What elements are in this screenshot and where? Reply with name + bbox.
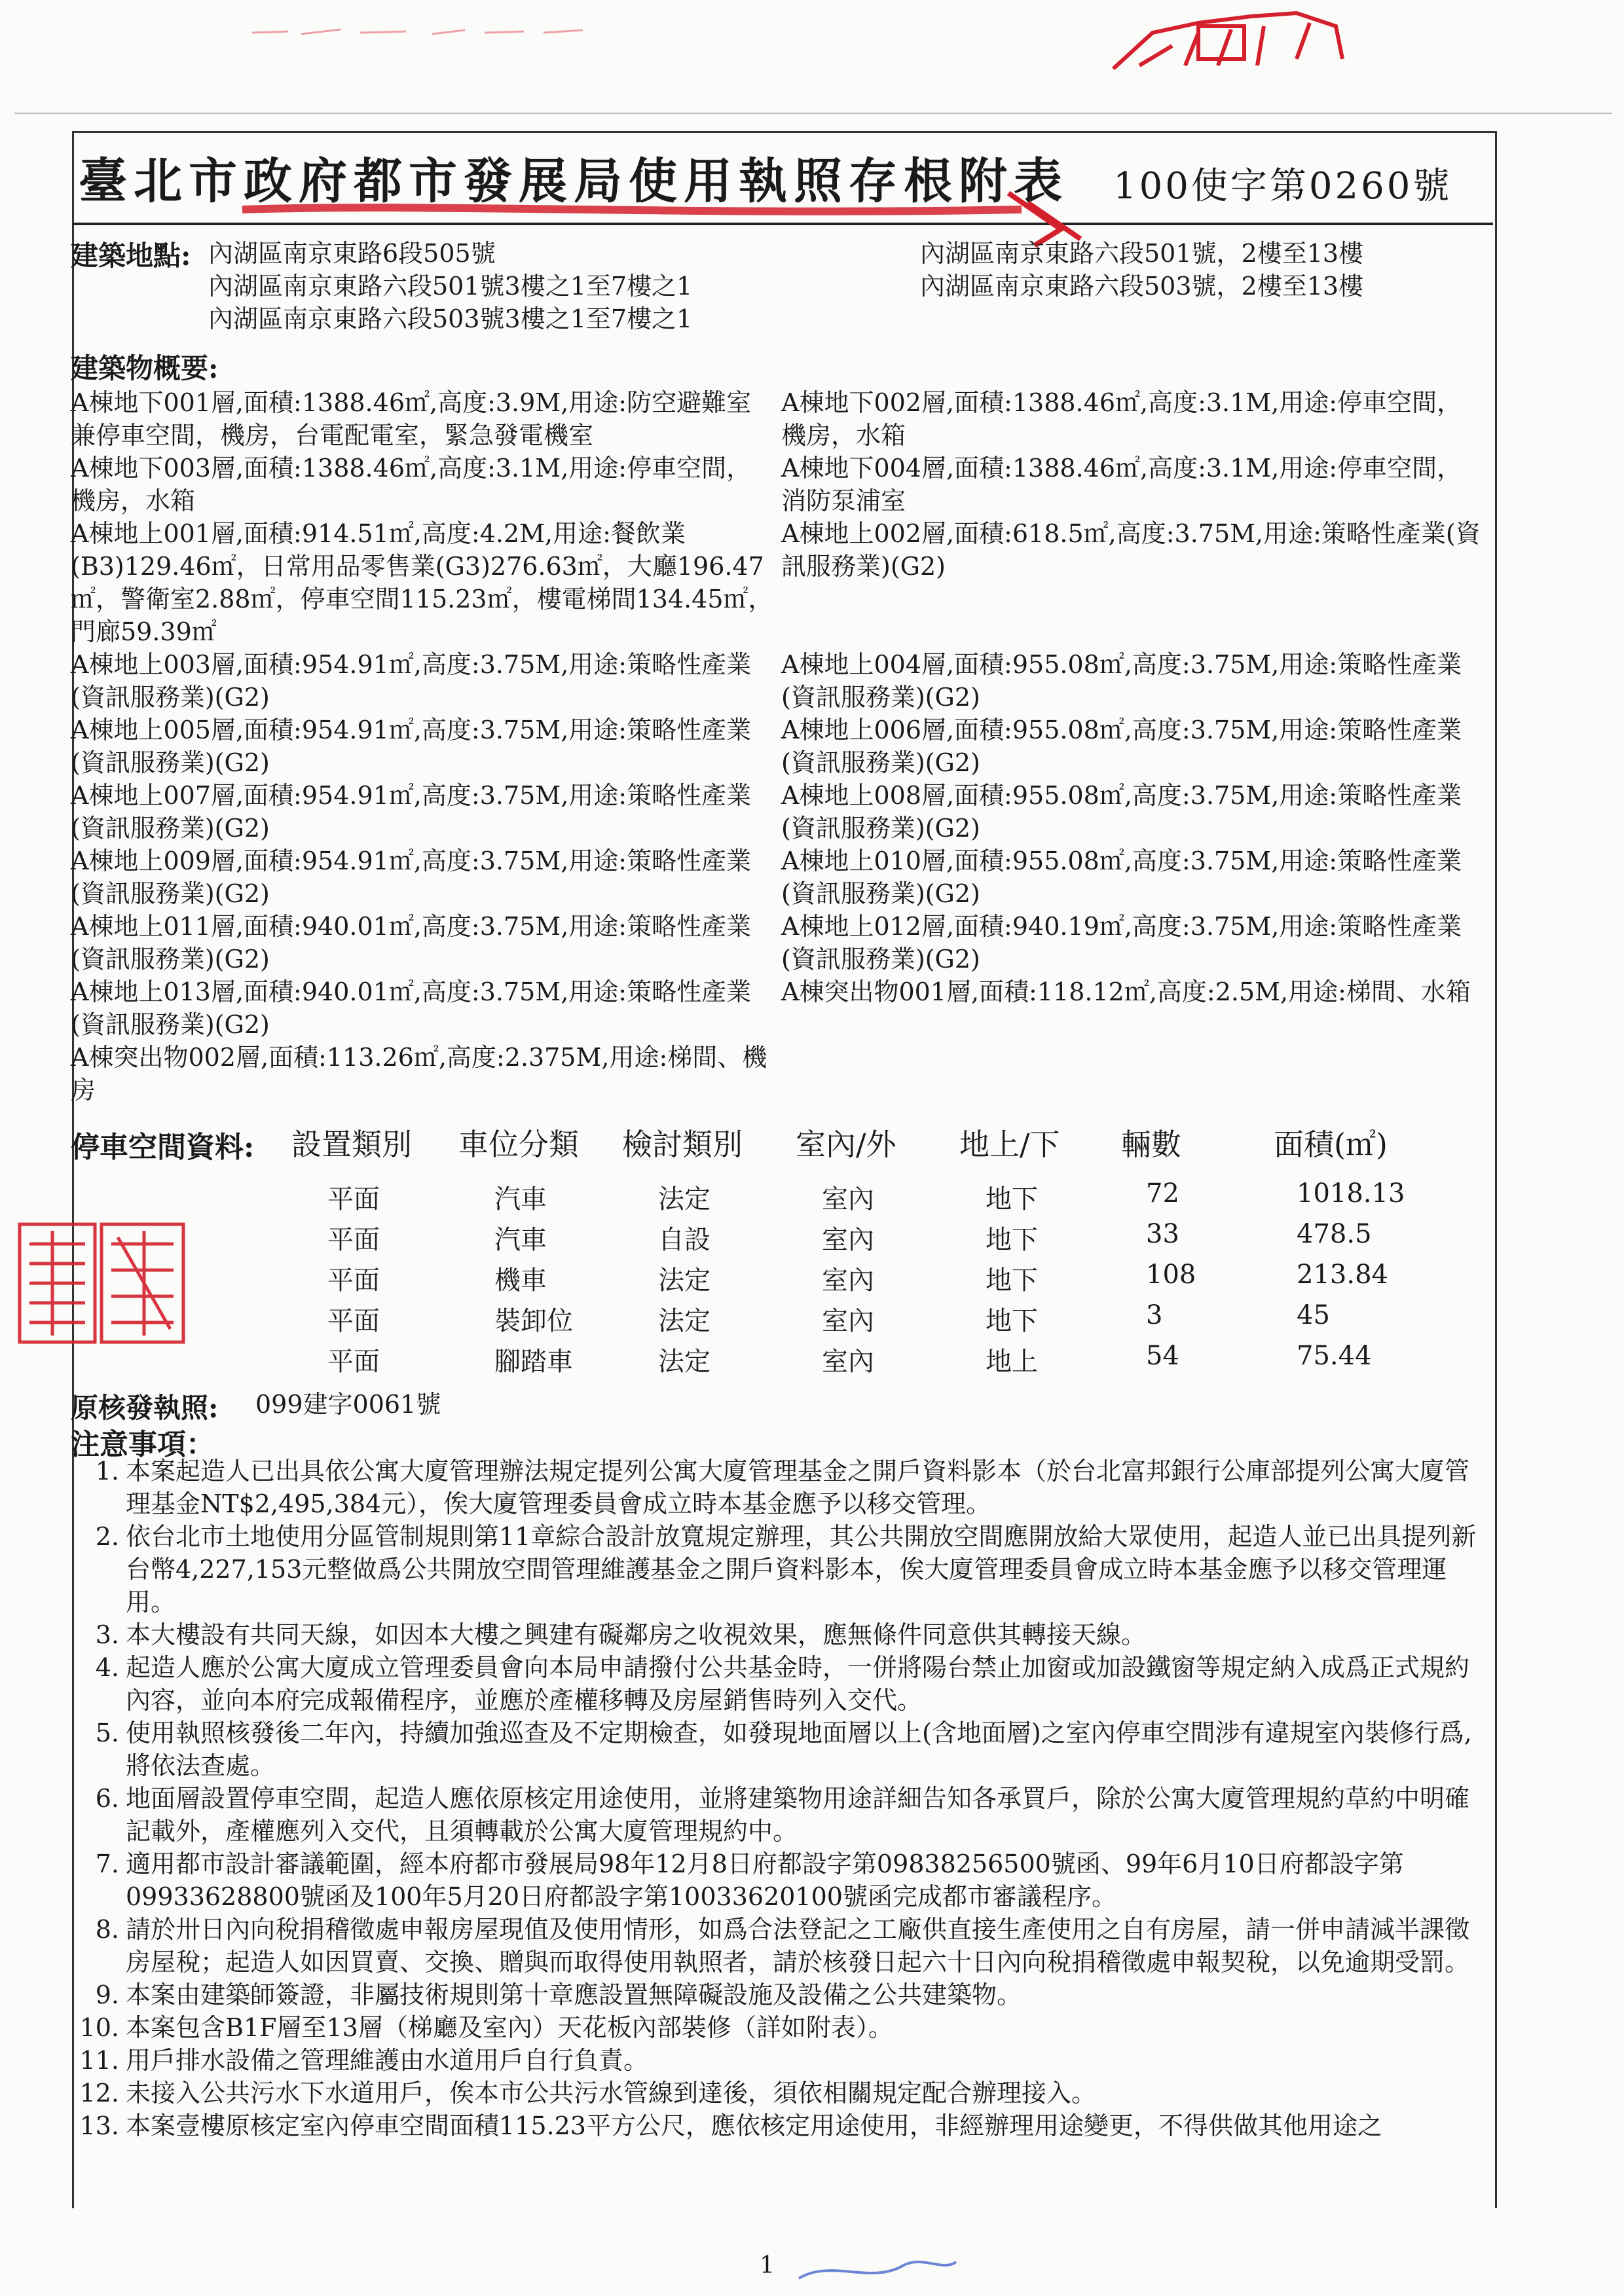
note-item bbox=[72, 2011, 1486, 2044]
parking-cell: 3 bbox=[1146, 1300, 1163, 1330]
note-number: 11. bbox=[79, 2046, 119, 2075]
floor-entry: A棟地下002層,面積:1388.46㎡,高度:3.1M,用途:停車空間，機房，水箱 bbox=[781, 388, 1462, 450]
note-item bbox=[72, 1651, 1486, 1717]
parking-cell: 室內 bbox=[822, 1184, 874, 1214]
note-item bbox=[72, 1782, 1486, 1848]
note-item bbox=[72, 2077, 1486, 2109]
faint-stamp-marks bbox=[249, 20, 589, 46]
document-title: 臺北市政府都市發展局使用執照存根附表 bbox=[79, 153, 1069, 210]
note-text: 使用執照核發後二年內，持續加強巡查及不定期檢查，如發現地面層以上(含地面層)之室內停車空間涉有違規室內裝修行爲,將依法查處。 bbox=[126, 1719, 1472, 1780]
parking-cell: 機車 bbox=[494, 1266, 547, 1296]
floor-entry: A棟地上010層,面積:955.08㎡,高度:3.75M,用途:策略性產業(資訊服務業)(G2) bbox=[781, 847, 1462, 908]
parking-cell: 地下 bbox=[986, 1266, 1038, 1296]
original-permit-label: 原核發執照: bbox=[71, 1392, 219, 1424]
notes-label: 注意事項： bbox=[71, 1428, 215, 1461]
floor-entry: A棟地下004層,面積:1388.46㎡,高度:3.1M,用途:停車空間，消防泵浦室 bbox=[781, 454, 1462, 515]
parking-cell: 法定 bbox=[658, 1306, 710, 1336]
parking-cell: 室內 bbox=[822, 1347, 874, 1377]
floor-entry: A棟地上003層,面積:954.91㎡,高度:3.75M,用途:策略性產業(資訊服務業)(G2) bbox=[71, 650, 752, 712]
note-number: 5. bbox=[95, 1719, 119, 1747]
parking-cell: 室內 bbox=[822, 1225, 874, 1255]
note-text: 本案包含B1F層至13層（梯廳及室內）天花板內部裝修（詳如附表）。 bbox=[126, 2013, 893, 2042]
parking-header: 設置類別 bbox=[291, 1127, 412, 1162]
parking-cell: 法定 bbox=[658, 1266, 710, 1296]
note-item bbox=[72, 1913, 1486, 1978]
parking-cell: 平面 bbox=[327, 1347, 380, 1377]
note-number: 7. bbox=[95, 1850, 119, 1878]
floor-entry: A棟突出物002層,面積:113.26㎡,高度:2.375M,用途:梯間、機房 bbox=[71, 1043, 767, 1104]
building-label: 建築物概要: bbox=[71, 352, 219, 384]
floor-entry bbox=[781, 1041, 1482, 1106]
note-item bbox=[72, 1455, 1486, 1520]
parking-label: 停車空間資料: bbox=[71, 1131, 255, 1164]
parking-cell: 裝卸位 bbox=[494, 1306, 573, 1336]
parking-cell: 72 bbox=[1146, 1178, 1179, 1209]
parking-cell: 汽車 bbox=[494, 1184, 547, 1214]
red-square-seal bbox=[13, 1218, 190, 1349]
note-text: 本案壹樓原核定室內停車空間面積115.23平方公尺，應依核定用途使用，非經辦理用途變更，不得供做其他用途之 bbox=[126, 2111, 1382, 2140]
floor-entry: A棟地上006層,面積:955.08㎡,高度:3.75M,用途:策略性產業(資訊服務業)(G2) bbox=[781, 716, 1462, 777]
note-number: 4. bbox=[95, 1653, 119, 1682]
site-address-3: 內湖區南京東路六段503號3樓之1至7樓之1 bbox=[208, 304, 693, 333]
top-rule bbox=[14, 113, 1612, 114]
note-text: 適用都市設計審議範圍，經本府都市發展局98年12月8日府都設字第09838256500號函、99年6月10日府都設字第09933628800號函及100年5月20日府都設字第10033620100號函完成都市審議程序。 bbox=[126, 1850, 1404, 1911]
note-text: 本案起造人已出具依公寓大廈管理辦法規定提列公寓大廈管理基金之開戶資料影本（於台北富邦銀行公庫部提列公寓大廈管理基金NT$2,495,384元），俟大廈管理委員會成立時本基金應予以移交管理。 bbox=[126, 1457, 1470, 1518]
floor-row bbox=[71, 517, 1485, 648]
floor-row bbox=[71, 779, 1485, 845]
note-item bbox=[72, 1978, 1486, 2011]
floor-row bbox=[71, 975, 1485, 1041]
note-number: 3. bbox=[95, 1620, 119, 1649]
floor-entry: A棟地上007層,面積:954.91㎡,高度:3.75M,用途:策略性產業(資訊服務業)(G2) bbox=[71, 781, 752, 843]
note-number: 9. bbox=[95, 1980, 119, 2009]
parking-cell: 腳踏車 bbox=[494, 1347, 573, 1377]
floor-entry: A棟地下003層,面積:1388.46㎡,高度:3.1M,用途:停車空間，機房，水箱 bbox=[71, 454, 752, 515]
parking-cell: 平面 bbox=[327, 1266, 380, 1296]
parking-header: 面積(㎡) bbox=[1274, 1127, 1388, 1162]
note-item bbox=[72, 1618, 1486, 1651]
note-item bbox=[72, 2109, 1486, 2142]
parking-cell: 汽車 bbox=[494, 1225, 547, 1255]
floor-entry: A棟地上002層,面積:618.5㎡,高度:3.75M,用途:策略性產業(資訊服務業)(G2) bbox=[781, 519, 1481, 581]
original-permit-value: 099建字0061號 bbox=[255, 1390, 441, 1419]
parking-cell: 自設 bbox=[658, 1225, 710, 1255]
parking-cell: 地下 bbox=[986, 1184, 1038, 1214]
blue-signature-mark bbox=[792, 2252, 963, 2291]
floor-list bbox=[71, 386, 1485, 1106]
note-text: 請於卅日內向稅捐稽徵處申報房屋現值及使用情形，如爲合法登記之工廠供直接生產使用之自有房屋，請一併申請減半課徵房屋稅；起造人如因買賣、交換、贈與而取得使用執照者，請於核發日起六十日內向稅捐稽徵處申報契稅，以免逾期受罰。 bbox=[126, 1915, 1470, 1977]
floor-row bbox=[71, 910, 1485, 975]
note-number: 12. bbox=[79, 2079, 119, 2107]
page-number: 1 bbox=[760, 2252, 775, 2279]
note-number: 1. bbox=[95, 1457, 119, 1485]
notes-list bbox=[72, 1455, 1486, 2142]
parking-cell: 地下 bbox=[986, 1225, 1038, 1255]
parking-header: 輛數 bbox=[1121, 1127, 1181, 1162]
note-number: 10. bbox=[79, 2013, 119, 2042]
note-number: 13. bbox=[79, 2111, 119, 2140]
floor-entry: A棟地上009層,面積:954.91㎡,高度:3.75M,用途:策略性產業(資訊服務業)(G2) bbox=[71, 847, 752, 908]
floor-row bbox=[71, 452, 1485, 517]
site-address-2: 內湖區南京東路六段501號3樓之1至7樓之1 bbox=[208, 272, 693, 301]
note-text: 用戶排水設備之管理維護由水道用戶自行負責。 bbox=[126, 2046, 649, 2075]
parking-cell: 地下 bbox=[986, 1306, 1038, 1336]
note-number: 2. bbox=[95, 1522, 119, 1551]
floor-entry: A棟地上012層,面積:940.19㎡,高度:3.75M,用途:策略性產業(資訊服務業)(G2) bbox=[781, 912, 1462, 974]
note-text: 地面層設置停車空間，起造人應依原核定用途使用，並將建築物用途詳細告知各承買戶，除於公寓大廈管理規約草約中明確記載外，產權應列入交代，且須轉載於公寓大廈管理規約中。 bbox=[126, 1784, 1470, 1846]
note-text: 本案由建築師簽證，非屬技術規則第十章應設置無障礙設施及設備之公共建築物。 bbox=[126, 1980, 1022, 2009]
note-item bbox=[72, 2044, 1486, 2077]
floor-row bbox=[71, 648, 1485, 714]
permit-number: 100使字第0260號 bbox=[1113, 165, 1452, 208]
parking-cell: 平面 bbox=[327, 1225, 380, 1255]
note-text: 起造人應於公寓大廈成立管理委員會向本局申請撥付公共基金時，一併將陽台禁止加窗或加設鐵窗等規定納入成爲正式規約內容，並向本府完成報備程序，並應於產權移轉及房屋銷售時列入交代。 bbox=[126, 1653, 1470, 1715]
floor-entry: A棟地上008層,面積:955.08㎡,高度:3.75M,用途:策略性產業(資訊服務業)(G2) bbox=[781, 781, 1462, 843]
floor-entry: A棟地上013層,面積:940.01㎡,高度:3.75M,用途:策略性產業(資訊服務業)(G2) bbox=[71, 977, 752, 1039]
floor-row bbox=[71, 1041, 1485, 1106]
parking-cell: 1018.13 bbox=[1297, 1178, 1405, 1209]
parking-cell: 法定 bbox=[658, 1184, 710, 1214]
parking-header: 室內/外 bbox=[796, 1127, 896, 1162]
floor-entry: A棟突出物001層,面積:118.12㎡,高度:2.5M,用途:梯間、水箱 bbox=[781, 977, 1471, 1006]
parking-cell: 室內 bbox=[822, 1266, 874, 1296]
site-label: 建築地點: bbox=[71, 240, 191, 272]
floor-entry: A棟地上005層,面積:954.91㎡,高度:3.75M,用途:策略性產業(資訊服務業)(G2) bbox=[71, 716, 752, 777]
parking-cell: 法定 bbox=[658, 1347, 710, 1377]
parking-cell: 33 bbox=[1146, 1219, 1179, 1249]
site-address-5: 內湖區南京東路六段503號，2樓至13樓 bbox=[920, 272, 1364, 301]
note-number: 6. bbox=[95, 1784, 119, 1813]
site-address-4: 內湖區南京東路六段501號，2樓至13樓 bbox=[920, 239, 1364, 268]
floor-entry: A棟地上001層,面積:914.51㎡,高度:4.2M,用途:餐飲業(B3)129.46㎡，日常用品零售業(G3)276.63㎡，大廳196.47㎡，警衛室2.88㎡，停車空間115.23㎡，樓電梯間134.45㎡，門廊59.39㎡ bbox=[71, 519, 773, 646]
parking-cell: 108 bbox=[1146, 1260, 1196, 1290]
floor-entry: A棟地上004層,面積:955.08㎡,高度:3.75M,用途:策略性產業(資訊服務業)(G2) bbox=[781, 650, 1462, 712]
floor-row bbox=[71, 714, 1485, 779]
parking-header: 檢討類別 bbox=[622, 1127, 743, 1162]
parking-header: 地上/下 bbox=[959, 1127, 1060, 1162]
floor-row bbox=[71, 845, 1485, 910]
parking-cell: 地上 bbox=[986, 1347, 1038, 1377]
note-text: 依台北市土地使用分區管制規則第11章綜合設計放寬規定辦理，其公共開放空間應開放給大眾使用，起造人並已出具提列新台幣4,227,153元整做爲公共開放空間管理維護基金之開戶資料影本，俟大廈管理委員會成立時本基金應予以移交管理運用。 bbox=[126, 1522, 1477, 1616]
note-text: 本大樓設有共同天線，如因本大樓之興建有礙鄰房之收視效果，應無條件同意供其轉接天線。 bbox=[126, 1620, 1147, 1649]
note-number: 8. bbox=[95, 1915, 119, 1944]
parking-cell: 478.5 bbox=[1297, 1219, 1372, 1249]
parking-cell: 平面 bbox=[327, 1306, 380, 1336]
floor-entry: A棟地上011層,面積:940.01㎡,高度:3.75M,用途:策略性產業(資訊服務業)(G2) bbox=[71, 912, 752, 974]
parking-cell: 54 bbox=[1146, 1341, 1179, 1371]
parking-cell: 75.44 bbox=[1297, 1341, 1372, 1371]
note-item bbox=[72, 1848, 1486, 1913]
note-item bbox=[72, 1717, 1486, 1782]
parking-cell: 室內 bbox=[822, 1306, 874, 1336]
note-item bbox=[72, 1520, 1486, 1618]
site-address-1: 內湖區南京東路6段505號 bbox=[208, 239, 496, 268]
red-seal-stamp bbox=[1100, 7, 1349, 79]
parking-cell: 45 bbox=[1297, 1300, 1330, 1330]
floor-entry: A棟地下001層,面積:1388.46㎡,高度:3.9M,用途:防空避難室兼停車空間，機房，台電配電室，緊急發電機室 bbox=[71, 388, 752, 450]
parking-header: 車位分類 bbox=[458, 1127, 579, 1162]
parking-cell: 213.84 bbox=[1297, 1260, 1388, 1290]
floor-row bbox=[71, 386, 1485, 452]
parking-cell: 平面 bbox=[327, 1184, 380, 1214]
note-text: 未接入公共污水下水道用戶，俟本市公共污水管線到達後，須依相關規定配合辦理接入。 bbox=[126, 2079, 1097, 2107]
